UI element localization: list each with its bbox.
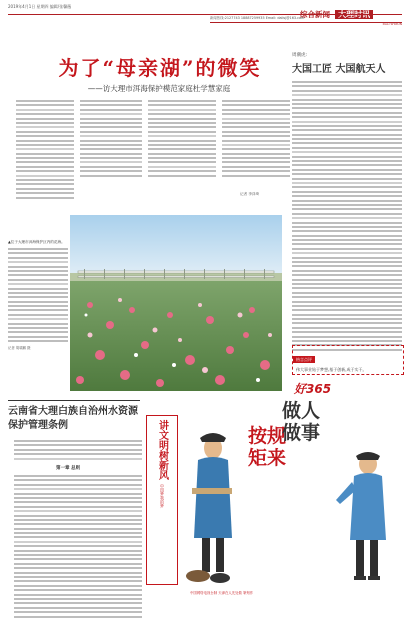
masthead [300, 2, 402, 26]
contact-line: 新闻热线:2127743 18887259935 Email: dalisj@163.com [210, 16, 305, 20]
photo-caption: ▲位于大理市洱海保护区内的花海。 [8, 240, 65, 244]
article-subtitle: ——访大理市洱海保护模范家庭杜学慧家庭 [87, 84, 231, 93]
article-column-3 [148, 100, 216, 179]
ad-slogan-1: 按规 [248, 425, 287, 447]
issue-info: 2019年4月1日 星期四 编辑/张馨薇 [8, 4, 72, 9]
clay-figure-left [180, 428, 246, 588]
quote-box [292, 345, 404, 375]
flower-field-photo [70, 215, 282, 391]
ad-slogan-right [282, 400, 320, 444]
law-intro [14, 440, 142, 462]
ad-vertical-banner [146, 415, 178, 585]
ad-slogan-2: 矩来 [248, 447, 287, 469]
ad-slogan-left [248, 425, 286, 469]
law-body [14, 475, 142, 620]
ad-footer: 中国网络电视台制 天津在人先处做 篆刻作 [190, 591, 254, 595]
photo-credit: 记者 胡啸鹏 摄 [8, 345, 31, 350]
flower-field-image [70, 215, 282, 391]
ad-slogan-3: 做人 [282, 400, 321, 422]
subheader-rule [210, 22, 402, 23]
law-chapter: 第一章 总则 [56, 466, 81, 471]
law-rule [8, 400, 140, 401]
header-rule [8, 14, 402, 15]
photo-caption-column [8, 240, 68, 350]
ad-vertical-sub: 中国梦我的梦 [160, 484, 165, 508]
good365-logo-text: 好365 [294, 382, 332, 396]
ad-slogan-4: 做事 [282, 422, 321, 444]
opinion-author: 周潮虎: [292, 53, 308, 58]
good365-logo [294, 378, 331, 397]
article-column-4 [222, 100, 290, 179]
article-column-1 [16, 100, 74, 201]
law-title: 云南省大理白族自治州水资源保护管理条例 [8, 406, 138, 431]
article-byline: 记者 李泽琦 [240, 192, 260, 196]
quote-text: 伟大事业始于梦想,基于创新,成于实干。 [296, 367, 367, 372]
article-title: 为了“母亲湖”的微笑 [58, 56, 262, 80]
clay-figure-right [330, 448, 400, 588]
opinion-title: 大国工匠 大国航天人 [292, 64, 386, 75]
opinion-column [292, 52, 402, 353]
brand-en: DALI SHIXUN [382, 21, 402, 26]
ad-vertical-title: 讲文明树新风 [156, 420, 168, 480]
quote-tag: 格言点评 [293, 356, 315, 363]
article-column-2 [80, 100, 142, 179]
